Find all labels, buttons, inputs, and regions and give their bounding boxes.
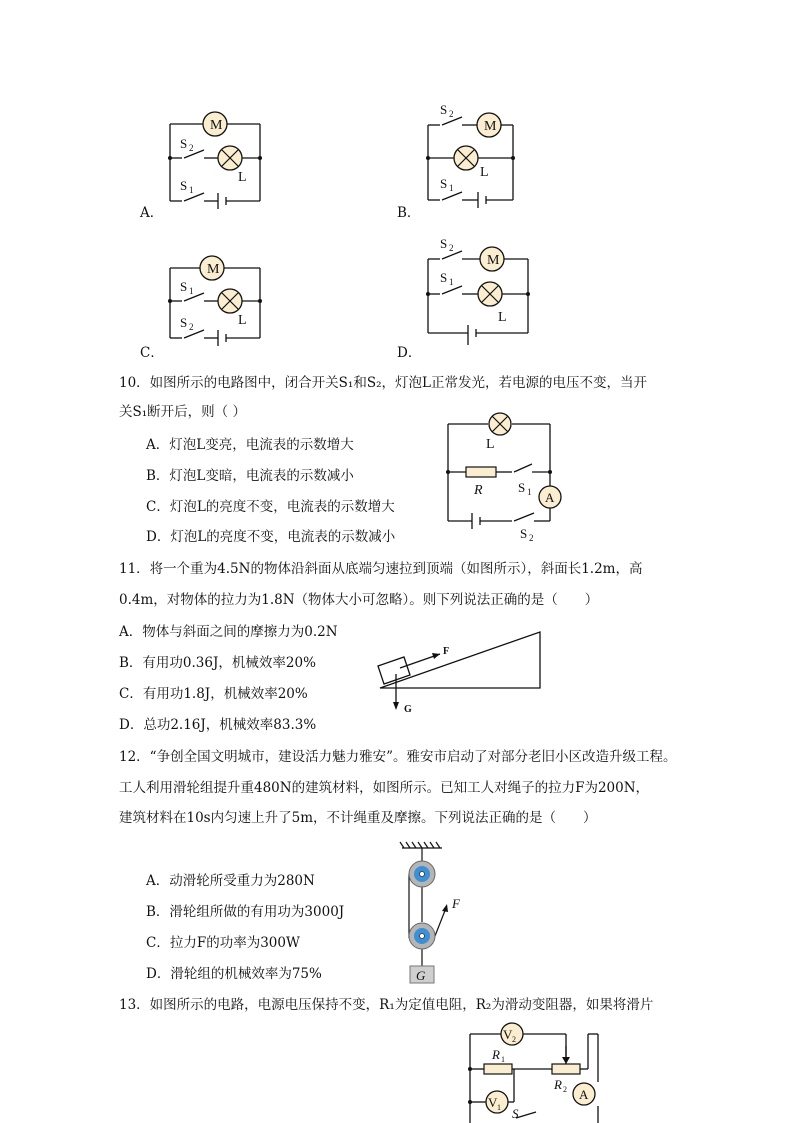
svg-text:F: F	[452, 896, 460, 911]
svg-text:2: 2	[512, 1035, 516, 1044]
svg-text:2: 2	[449, 109, 454, 119]
svg-text:1: 1	[189, 185, 194, 195]
svg-text:1: 1	[501, 1055, 505, 1064]
lamp-icon	[218, 289, 242, 313]
svg-text:A: A	[579, 1087, 589, 1102]
lamp-icon	[218, 146, 242, 170]
lamp-icon	[454, 146, 478, 170]
option-a-label: A．	[140, 205, 164, 221]
q11-option-d[interactable]: D．总功2.16J，机械效率83.3%	[119, 717, 317, 733]
svg-text:R: R	[492, 1047, 500, 1062]
option-c-label: C．	[140, 345, 164, 361]
svg-text:S: S	[440, 236, 448, 251]
option-d-label: D．	[397, 345, 422, 361]
svg-text:1: 1	[497, 1103, 501, 1112]
svg-text:S: S	[440, 176, 448, 191]
option-b-label: B．	[397, 205, 421, 221]
movable-pulley-icon	[409, 923, 435, 949]
q12-option-d[interactable]: D．滑轮组的机械效率为75%	[146, 966, 322, 982]
q12-pulley	[394, 840, 484, 990]
q11-stem-line2: 0.4m，对物体的拉力为1.8N（物体大小可忽略）。则下列说法正确的是（ ）	[119, 592, 599, 608]
q10-option-b[interactable]: B．灯泡L变暗，电流表的示数减小	[146, 468, 354, 484]
lamp-label: L	[238, 170, 247, 185]
q11-incline	[370, 628, 550, 720]
rheostat-r2-icon	[552, 1064, 580, 1074]
svg-text:S: S	[520, 526, 528, 541]
q9-circuit-b	[418, 100, 528, 212]
svg-text:S: S	[180, 279, 188, 294]
svg-text:S: S	[440, 102, 448, 117]
q12-option-b[interactable]: B．滑轮组所做的有用功为3000J	[146, 904, 345, 920]
q11-option-b[interactable]: B．有用功0.36J，机械效率20%	[119, 655, 316, 671]
svg-text:1: 1	[449, 277, 454, 287]
svg-text:M: M	[487, 253, 500, 268]
svg-text:L: L	[486, 437, 495, 452]
q10-stem-line1: 10．如图所示的电路图中，闭合开关S₁和S₂，灯泡L正常发光，若电源的电压不变，当开	[119, 375, 647, 391]
q9-circuit-a	[160, 108, 270, 213]
svg-text:1: 1	[189, 286, 194, 296]
q10-option-c[interactable]: C．灯泡L的亮度不变，电流表的示数增大	[146, 499, 395, 515]
svg-text:S: S	[512, 1106, 519, 1121]
q11-stem-line1: 11．将一个重为4.5N的物体沿斜面从底端匀速拉到顶端（如图所示），斜面长1.2m，高	[119, 561, 643, 577]
svg-text:V: V	[488, 1095, 498, 1110]
q11-option-a[interactable]: A．物体与斜面之间的摩擦力为0.2N	[119, 624, 338, 640]
q12-option-c[interactable]: C．拉力F的功率为300W	[146, 935, 300, 951]
q13-circuit	[462, 1020, 612, 1123]
svg-text:M: M	[207, 262, 220, 277]
lamp-icon	[478, 282, 502, 306]
motor-label: M	[210, 118, 223, 133]
svg-text:S: S	[180, 136, 188, 151]
svg-text:2: 2	[449, 243, 454, 253]
q12-option-a[interactable]: A．动滑轮所受重力为280N	[146, 873, 315, 889]
svg-text:A: A	[545, 490, 555, 505]
svg-text:R: R	[554, 1077, 562, 1092]
svg-text:S: S	[440, 270, 448, 285]
q12-stem-line2: 工人利用滑轮组提升重480N的建筑材料，如图所示。已知工人对绳子的拉力F为200N，	[119, 780, 650, 796]
svg-text:V: V	[503, 1027, 513, 1042]
svg-text:1: 1	[449, 183, 454, 193]
q13-stem-line1: 13．如图所示的电路，电源电压保持不变，R₁为定值电阻，R₂为滑动变阻器，如果将滑片	[119, 997, 654, 1013]
svg-text:R: R	[474, 483, 483, 498]
svg-text:S: S	[180, 315, 188, 330]
svg-text:2: 2	[529, 533, 534, 543]
svg-text:G: G	[416, 968, 426, 983]
q9-circuit-d	[418, 233, 538, 355]
resistor-r1-icon	[484, 1064, 512, 1074]
svg-text:G: G	[404, 704, 412, 715]
svg-text:M: M	[484, 119, 497, 134]
lamp-icon	[489, 413, 511, 435]
q11-option-c[interactable]: C．有用功1.8J，机械效率20%	[119, 686, 308, 702]
svg-text:L: L	[238, 313, 247, 328]
q9-circuit-c	[160, 252, 270, 352]
q10-option-a[interactable]: A．灯泡L变亮，电流表的示数增大	[146, 437, 354, 453]
q10-stem-line2: 关S₁断开后，则（ ）	[119, 404, 246, 420]
q10-circuit	[440, 408, 580, 543]
svg-text:S: S	[180, 178, 188, 193]
svg-text:L: L	[498, 310, 507, 325]
svg-text:1: 1	[527, 487, 532, 497]
q10-option-d[interactable]: D．灯泡L的亮度不变，电流表的示数减小	[146, 529, 396, 545]
q12-stem-line1: 12．“争创全国文明城市，建设活力魅力雅安”。雅安市启动了对部分老旧小区改造升级工程。	[119, 749, 677, 765]
svg-text:S: S	[518, 480, 526, 495]
resistor-icon	[466, 467, 496, 477]
svg-text:2: 2	[189, 322, 194, 332]
fixed-pulley-icon	[409, 861, 435, 887]
svg-text:2: 2	[563, 1085, 567, 1094]
svg-text:F: F	[443, 646, 450, 657]
q12-stem-line3: 建筑材料在10s内匀速上升了5m，不计绳重及摩擦。下列说法正确的是（ ）	[119, 810, 597, 826]
svg-text:L: L	[480, 165, 489, 180]
svg-text:2: 2	[189, 143, 194, 153]
